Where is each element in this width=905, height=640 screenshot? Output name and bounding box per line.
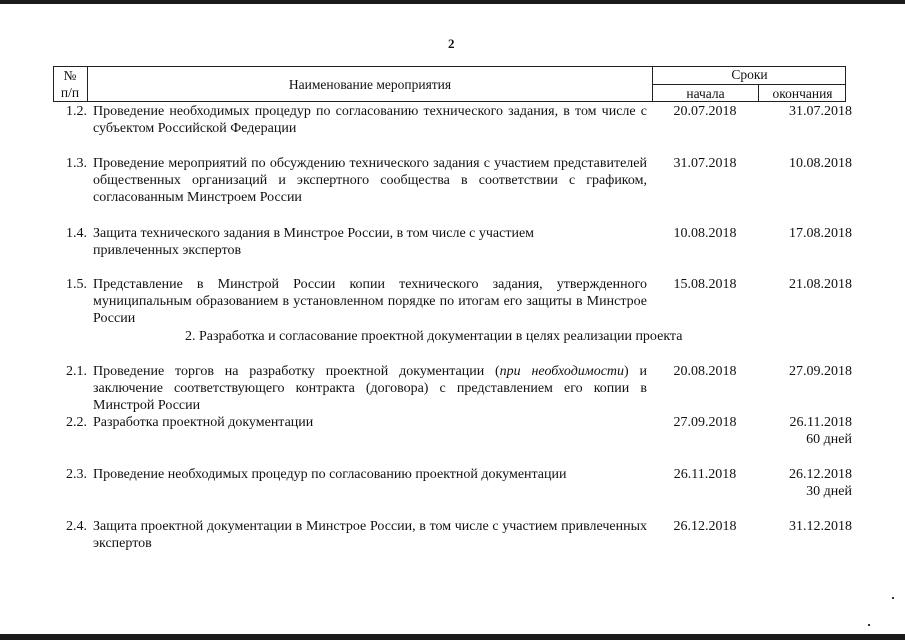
header-divider (652, 84, 846, 85)
row-number: 1.4. (66, 226, 87, 241)
row-end-date: 26.11.2018 60 дней (760, 414, 852, 448)
row-number: 2.1. (66, 364, 87, 379)
row-name: Проведение необходимых процедур по согласованию проектной документации (93, 467, 567, 482)
row-name: Защита проектной документации в Минстрое России, в том числе с участием привлеченных экспертов (93, 519, 647, 551)
row-end-date: 31.12.2018 (789, 519, 852, 534)
row-end-date: 21.08.2018 (789, 277, 852, 292)
row-name: Проведение торгов на разработку проектной документации (при необходимости) и заключение соответствующего контракта (договора) с представлением его копии в Минстрой России (93, 364, 648, 413)
bottom-scan-border (0, 634, 905, 640)
header-num-2: п/п (60, 85, 80, 100)
row-start-date: 31.07.2018 (673, 156, 737, 171)
row-name: Представление в Минстрой России копии технического задания, утвержденного муниципальным образованием в установленном порядке по итогам его защиты в Минстрое России (93, 277, 647, 326)
scan-speck (892, 597, 894, 599)
row-number: 1.2. (66, 104, 87, 119)
header-start: начала (686, 86, 725, 101)
row-end-date: 26.12.2018 30 дней (760, 466, 852, 500)
italic-note: при необходимости (499, 364, 625, 379)
row-start-date: 20.07.2018 (673, 104, 737, 119)
header-terms: Сроки (731, 67, 768, 82)
row-number: 1.3. (66, 156, 87, 171)
top-scan-border (0, 0, 905, 4)
row-number: 2.4. (66, 519, 87, 534)
row-number: 1.5. (66, 277, 87, 292)
row-start-date: 10.08.2018 (673, 226, 737, 241)
row-end-date: 10.08.2018 (789, 156, 852, 171)
page-number: 2 (448, 36, 455, 51)
row-end-date: 31.07.2018 (789, 104, 852, 119)
header-end: окончания (772, 86, 833, 101)
row-name: Проведение мероприятий по обсуждению технического задания с участием представителей общественных организаций и экспертного сообщества в соответствии с графиком, согласованным Минстроем России (93, 156, 647, 205)
row-start-date: 20.08.2018 (673, 364, 737, 379)
row-name: Проведение необходимых процедур по согласованию технического задания, в том числе с субъектом Российской Федерации (93, 104, 647, 136)
row-start-date: 15.08.2018 (673, 277, 737, 292)
header-num: № (63, 68, 77, 83)
row-end-date: 17.08.2018 (789, 226, 852, 241)
row-name: Защита технического задания в Минстрое России, в том числе с участием привлеченных экспертов (93, 226, 535, 258)
scan-speck (868, 624, 870, 626)
row-duration: 60 дней (806, 432, 852, 447)
row-start-date: 26.12.2018 (673, 519, 737, 534)
section-heading: 2. Разработка и согласование проектной документации в целях реализации проекта (185, 329, 683, 344)
row-name: Разработка проектной документации (93, 415, 314, 430)
row-duration: 30 дней (806, 484, 852, 499)
row-number: 2.2. (66, 415, 87, 430)
header-name: Наименование мероприятия (288, 77, 452, 92)
row-start-date: 27.09.2018 (673, 415, 737, 430)
row-start-date: 26.11.2018 (673, 467, 737, 482)
row-end-date: 27.09.2018 (789, 364, 852, 379)
row-number: 2.3. (66, 467, 87, 482)
